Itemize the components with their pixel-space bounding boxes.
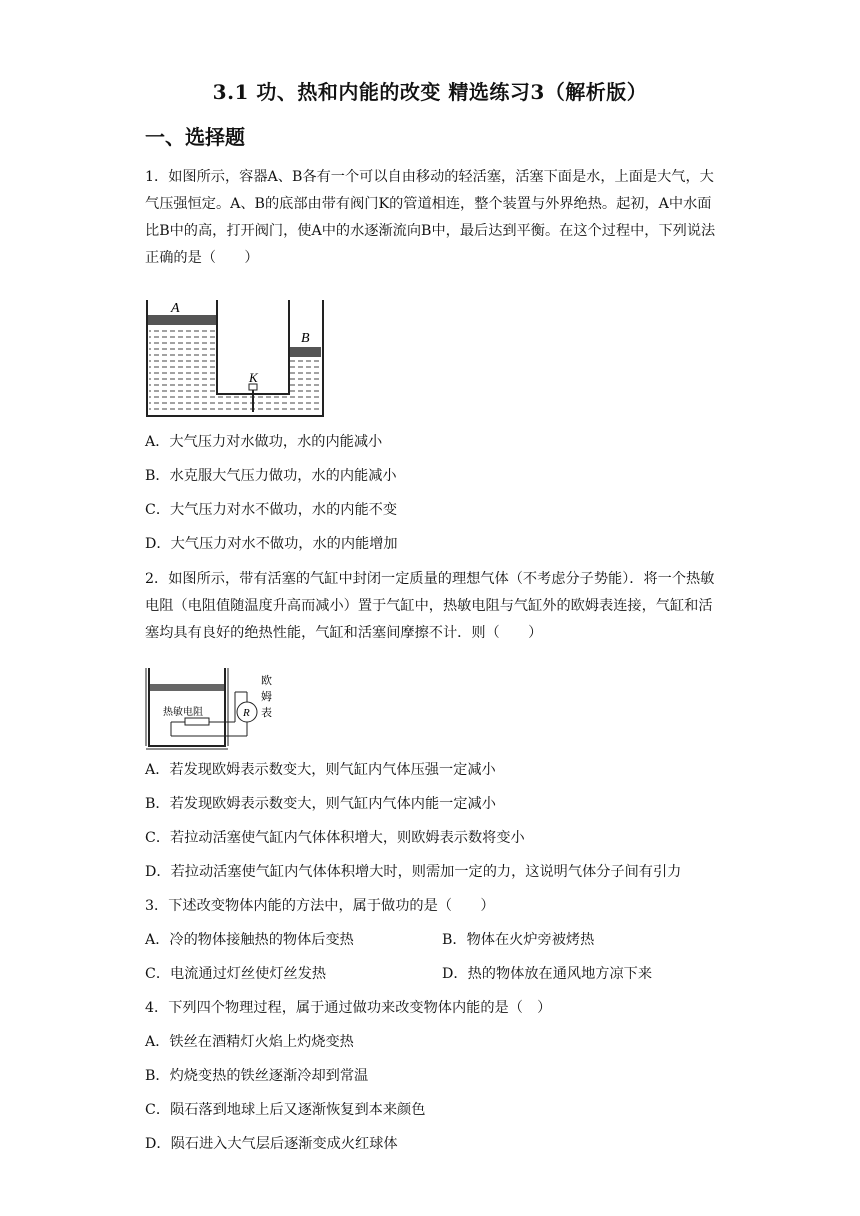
piston-a [148, 315, 216, 325]
meter-label: 欧 姆 表 [261, 674, 272, 719]
q1-option-a: A．大气压力对水做功，水的内能减小 [145, 434, 383, 450]
piston [150, 684, 224, 691]
section-heading: 一、选择题 [145, 125, 245, 149]
question-2-figure [145, 666, 275, 750]
meter-symbol: R [243, 707, 250, 719]
q4-option-a: A．铁丝在酒精灯火焰上灼烧变热 [145, 1034, 354, 1050]
q2-option-b: B．若发现欧姆表示数变大，则气缸内气体内能一定减小 [145, 796, 496, 812]
question-1-figure [145, 298, 325, 420]
label-b: B [301, 331, 310, 346]
q4-option-b: B．灼烧变热的铁丝逐渐冷却到常温 [145, 1068, 369, 1084]
q4-option-c: C．陨石落到地球上后又逐渐恢复到本来颜色 [145, 1102, 426, 1118]
q3-option-a: A．冷的物体接触热的物体后变热 [145, 932, 354, 948]
q1-option-c: C．大气压力对水不做功，水的内能不变 [145, 502, 398, 518]
q1-option-d: D．大气压力对水不做功，水的内能增加 [145, 536, 398, 552]
q1-option-b: B．水克服大气压力做功，水的内能减小 [145, 468, 397, 484]
q2-option-c: C．若拉动活塞使气缸内气体体积增大，则欧姆表示数将变小 [145, 830, 525, 846]
label-k: K [249, 370, 258, 385]
q2-option-d: D．若拉动活塞使气缸内气体体积增大时，则需加一定的力，这说明气体分子间有引力 [145, 864, 682, 880]
question-3-text: 3．下述改变物体内能的方法中，属于做功的是（ ） [145, 898, 495, 914]
q2-option-a: A．若发现欧姆表示数变大，则气缸内气体压强一定减小 [145, 762, 496, 778]
document-title: 3.1 功、热和内能的改变 精选练习3（解析版） [212, 80, 648, 104]
piston-b [290, 347, 321, 357]
question-4-text: 4．下列四个物理过程，属于通过做功来改变物体内能的是（ ） [145, 1000, 552, 1016]
q3-option-b: B．物体在火炉旁被烤热 [442, 932, 595, 948]
question-2-text: 2．如图所示，带有活塞的气缸中封闭一定质量的理想气体（不考虑分子势能）．将一个热敏电阻（电阻值随温度升高而减小）置于气缸中，热敏电阻与气缸外的欧姆表连接，气缸和活塞均具有良好的绝热性能，气缸和活塞间摩擦不计．则（ ） [145, 571, 715, 641]
resistor-label: 热敏电阻 [163, 707, 203, 718]
q3-option-d: D．热的物体放在通风地方凉下来 [442, 966, 653, 982]
q4-option-d: D．陨石进入大气层后逐渐变成火红球体 [145, 1136, 398, 1152]
question-1-text: 1．如图所示，容器A、B各有一个可以自由移动的轻活塞，活塞下面是水，上面是大气，大气压强恒定。A、B的底部由带有阀门K的管道相连，整个装置与外界绝热。起初，A中水面比B中的高，打开阀门，使A中的水逐渐流向B中，最后达到平衡。在这个过程中，下列说法正确的是（ ） [145, 169, 716, 266]
q3-option-c: C．电流通过灯丝使灯丝发热 [145, 966, 327, 982]
label-a: A [171, 301, 180, 316]
thermistor [185, 718, 209, 725]
